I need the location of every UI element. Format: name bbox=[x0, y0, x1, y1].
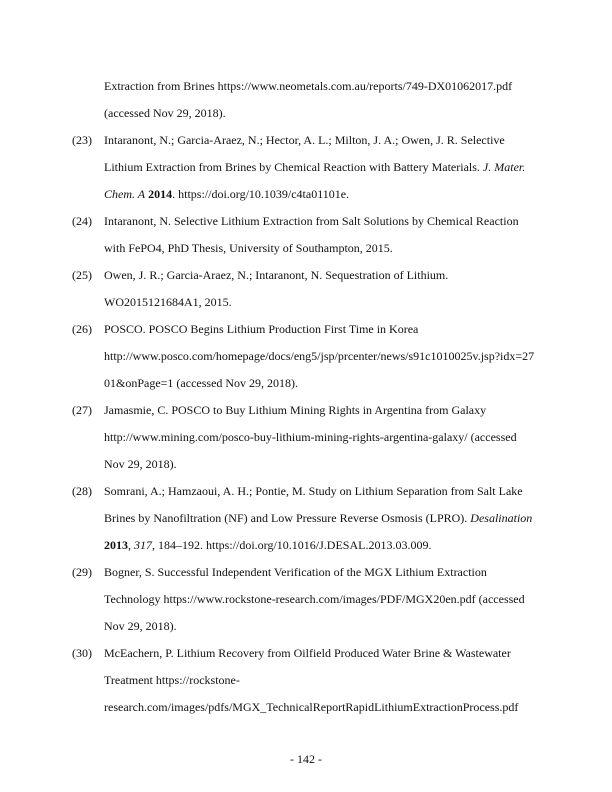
reference-year: 2014 bbox=[148, 187, 173, 201]
reference-line: Somrani, A.; Hamzaoui, A. H.; Pontie, M. Study on Lithium Separation from Salt Lake bbox=[104, 484, 523, 498]
reference-line: Technology https://www.rockstone-research.com/images/PDF/MGX20en.pdf (accessed bbox=[104, 592, 525, 606]
reference-line: with FePO4, PhD Thesis, University of Southampton, 2015. bbox=[104, 241, 393, 255]
reference-line: McEachern, P. Lithium Recovery from Oilfield Produced Water Brine & Wastewater bbox=[104, 646, 511, 660]
reference-line: Treatment https://rockstone- bbox=[104, 673, 240, 687]
reference-line: Nov 29, 2018). bbox=[104, 457, 177, 471]
reference-line: POSCO. POSCO Begins Lithium Production First Time in Korea bbox=[104, 322, 419, 336]
journal-name: Desalination bbox=[470, 511, 533, 525]
reference-line: Extraction from Brines https://www.neometals.com.au/reports/749-DX01062017.pdf bbox=[104, 79, 513, 93]
reference-volume: 317 bbox=[134, 538, 152, 552]
reference-url: http://www.posco.com/homepage/docs/eng5/jsp/prcenter/news/s91c1010025v.jsp?idx=27 bbox=[104, 349, 535, 363]
reference-line: Nov 29, 2018). bbox=[104, 619, 177, 633]
reference-line: Owen, J. R.; Garcia-Araez, N.; Intaranont, N. Sequestration of Lithium. bbox=[104, 268, 449, 282]
page-number: - 142 - bbox=[290, 752, 322, 766]
reference-number: (24) bbox=[72, 214, 92, 228]
reference-number: (25) bbox=[72, 268, 92, 282]
reference-line: 2013, 317, 184–192. https://doi.org/10.1016/J.DESAL.2013.03.009. bbox=[104, 538, 432, 552]
reference-number: (26) bbox=[72, 322, 92, 336]
reference-line: Lithium Extraction from Brines by Chemical Reaction with Battery Materials. J. Mater. bbox=[104, 160, 526, 174]
reference-line: (accessed Nov 29, 2018). bbox=[104, 106, 226, 120]
reference-number: (27) bbox=[72, 403, 92, 417]
reference-number: (29) bbox=[72, 565, 92, 579]
reference-number: (23) bbox=[72, 133, 92, 147]
reference-line: WO2015121684A1, 2015. bbox=[104, 295, 232, 309]
journal-name: J. Mater. bbox=[482, 160, 526, 174]
reference-url: research.com/images/pdfs/MGX_TechnicalReportRapidLithiumExtractionProcess.pdf bbox=[104, 700, 519, 714]
reference-year: 2013 bbox=[104, 538, 128, 552]
reference-line: Brines by Nanofiltration (NF) and Low Pressure Reverse Osmosis (LPRO). Desalination bbox=[104, 511, 533, 525]
reference-line: Chem. A 2014. https://doi.org/10.1039/c4ta01101e. bbox=[104, 187, 350, 201]
reference-number: (28) bbox=[72, 484, 92, 498]
journal-name: Chem. A bbox=[104, 187, 146, 201]
reference-line: Intaranont, N. Selective Lithium Extraction from Salt Solutions by Chemical Reaction bbox=[104, 214, 519, 228]
reference-line: Jamasmie, C. POSCO to Buy Lithium Mining Rights in Argentina from Galaxy bbox=[104, 403, 487, 417]
reference-line: 01&onPage=1 (accessed Nov 29, 2018). bbox=[104, 376, 299, 390]
reference-line: Intaranont, N.; Garcia-Araez, N.; Hector, A. L.; Milton, J. A.; Owen, J. R. Selective bbox=[104, 133, 505, 147]
reference-line: Bogner, S. Successful Independent Verification of the MGX Lithium Extraction bbox=[104, 565, 487, 579]
reference-number: (30) bbox=[72, 646, 92, 660]
reference-url: http://www.mining.com/posco-buy-lithium-mining-rights-argentina-galaxy/ (accessed bbox=[104, 430, 517, 444]
